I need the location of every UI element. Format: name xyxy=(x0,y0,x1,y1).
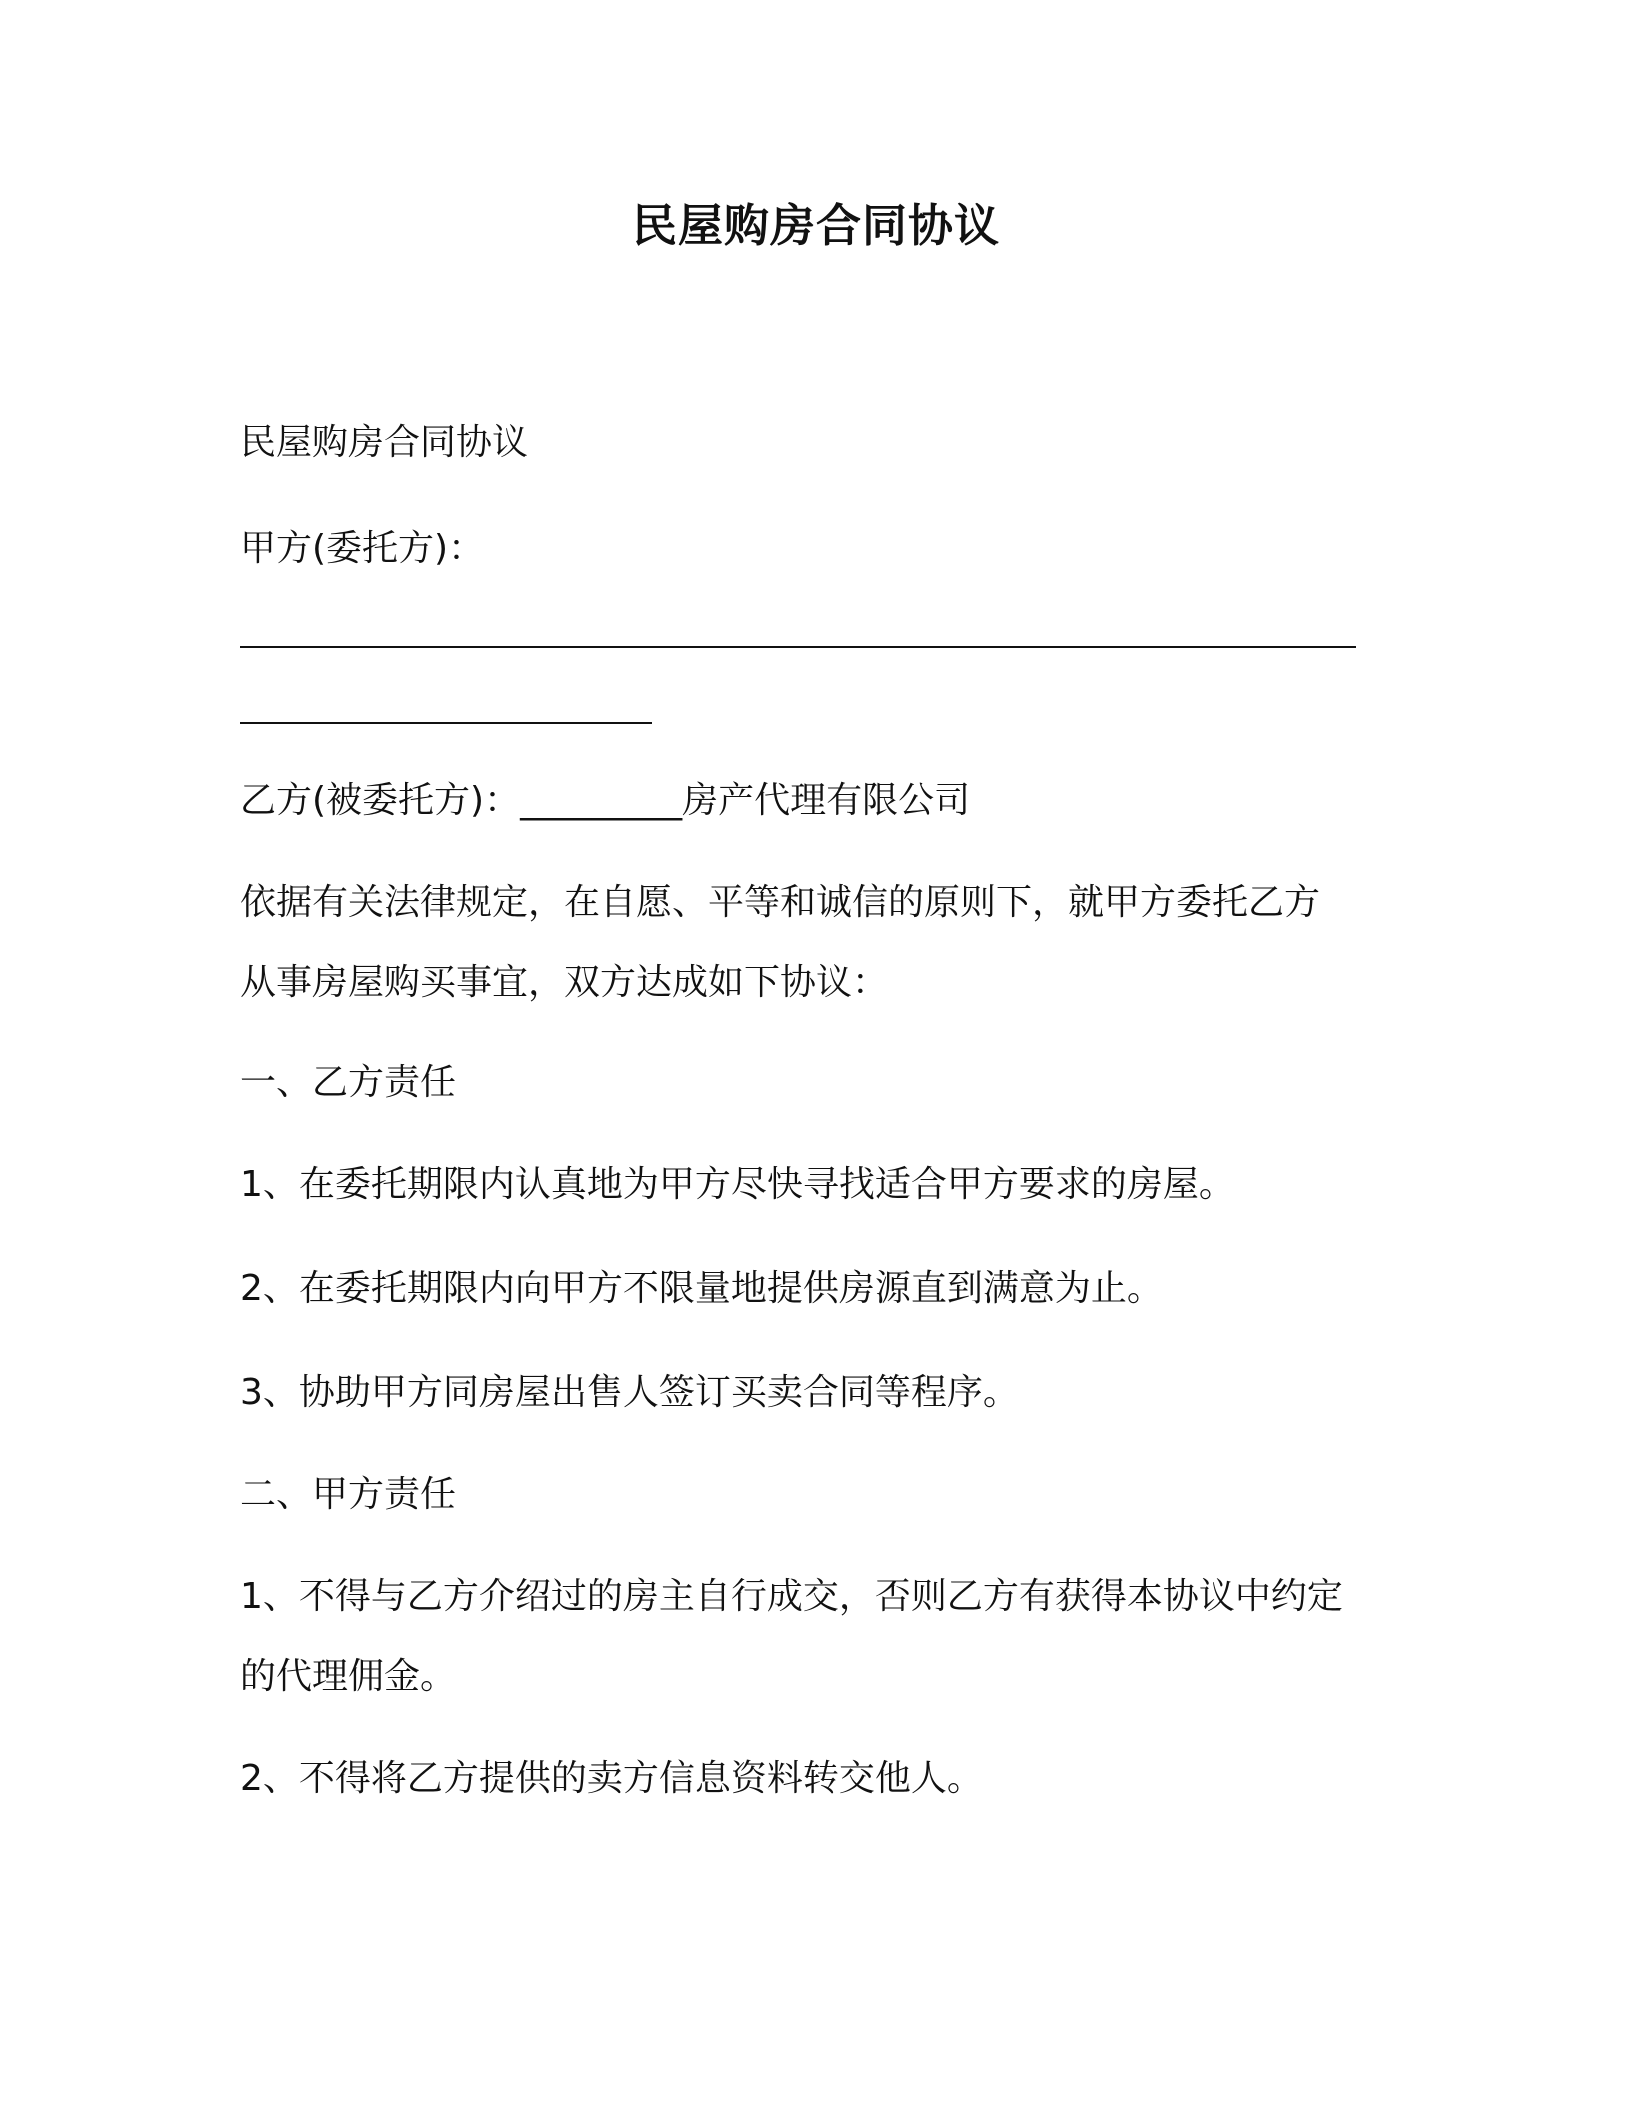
section-1-heading: 一、乙方责任 xyxy=(240,1062,457,1103)
document-title: 民屋购房合同协议 xyxy=(631,199,1000,252)
preamble-line-2: 从事房屋购买事宜，双方达成如下协议： xyxy=(240,962,889,1003)
party-a-blank-line-1 xyxy=(240,646,1356,648)
section-2-heading: 二、甲方责任 xyxy=(240,1474,457,1515)
section-1-item-1: 1、在委托期限内认真地为甲方尽快寻找适合甲方要求的房屋。 xyxy=(240,1164,1235,1205)
section-1-item-3: 3、协助甲方同房屋出售人签订买卖合同等程序。 xyxy=(240,1372,1019,1413)
party-a-blank-line-2 xyxy=(240,722,652,724)
section-2-item-1-line-2: 的代理佣金。 xyxy=(240,1656,457,1697)
section-1-item-2: 2、在委托期限内向甲方不限量地提供房源直到满意为止。 xyxy=(240,1268,1163,1309)
section-2-item-2: 2、不得将乙方提供的卖方信息资料转交他人。 xyxy=(240,1758,983,1799)
party-a-label: 甲方(委托方)： xyxy=(240,528,485,569)
party-b-label: 乙方(被委托方)：_________房产代理有限公司 xyxy=(240,780,971,821)
section-2-item-1-line-1: 1、不得与乙方介绍过的房主自行成交，否则乙方有获得本协议中约定 xyxy=(240,1576,1343,1617)
document-subtitle: 民屋购房合同协议 xyxy=(240,422,529,463)
preamble-line-1: 依据有关法律规定，在自愿、平等和诚信的原则下，就甲方委托乙方 xyxy=(240,882,1321,923)
